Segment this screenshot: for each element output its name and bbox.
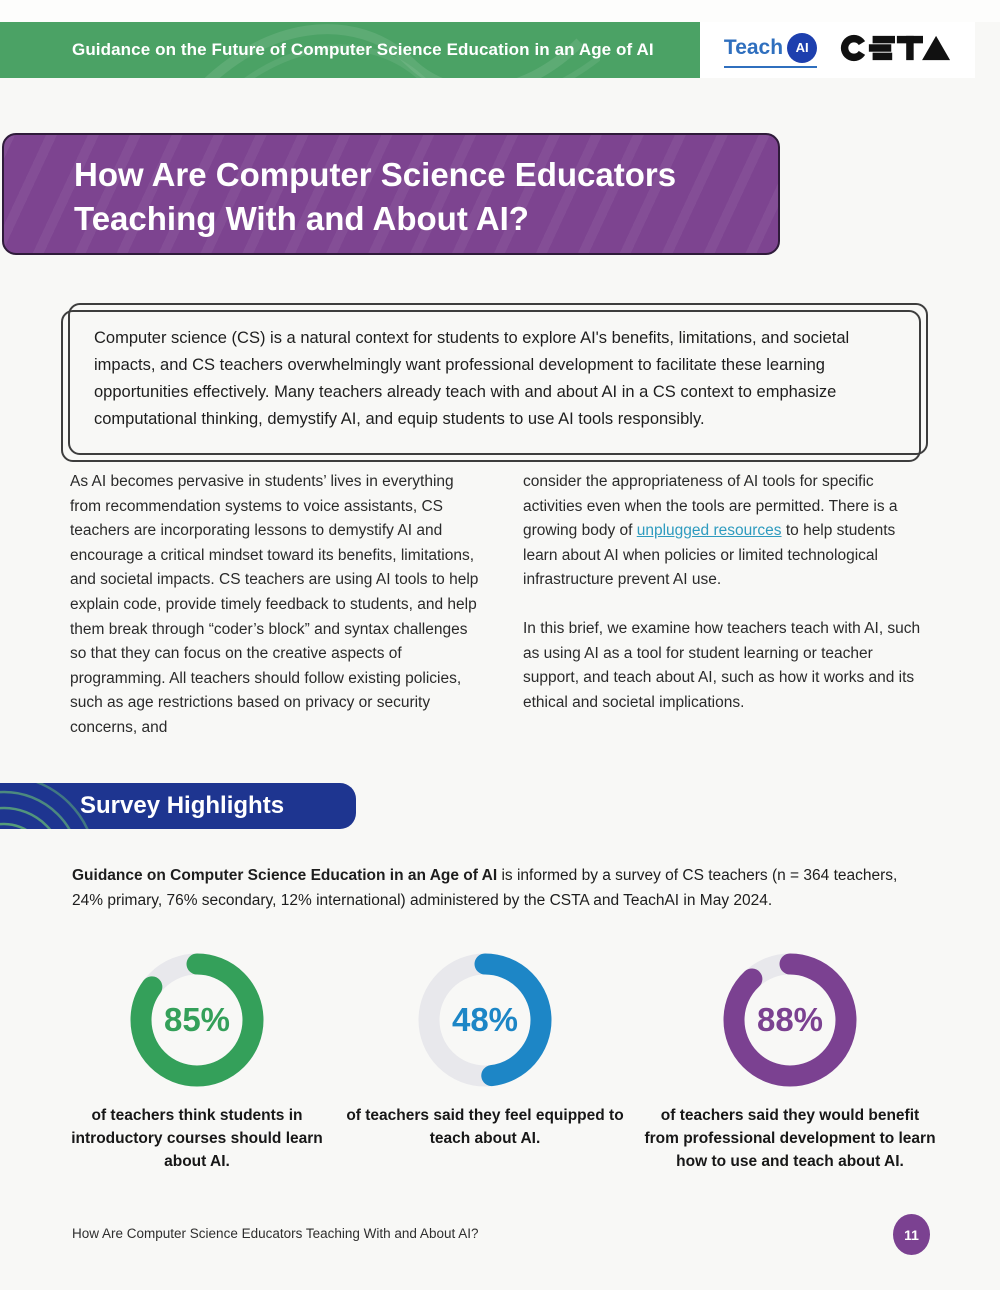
page-number-badge: 11 (893, 1214, 930, 1255)
donut-caption: of teachers said they would benefit from professional development to learn how to use and teach about AI. (644, 1107, 936, 1170)
donut-figure-feel-equipped (345, 950, 625, 1150)
survey-intro-bold: Guidance on Computer Science Education in an Age of AI (72, 867, 498, 884)
body-column-left (70, 470, 482, 741)
teachai-wordmark: Teach (723, 35, 784, 59)
donut-value-label: 48% (451, 1001, 519, 1038)
teachai-ai-badge-icon: AI (787, 33, 817, 63)
survey-highlights-banner (0, 783, 356, 829)
donut-caption: of teachers said they feel equipped to teach about AI. (346, 1107, 624, 1147)
summary-text: Computer science (CS) is a natural context for students to explore AI's benefits, limitations, and societal impacts, and CS teachers overwhelmingly want professional development to facilitate these learning opportunities effectively. Many teachers already teach with and about AI in a CS context to emphasize computational thinking, demystify AI, and equip students to use AI tools responsibly. (94, 329, 850, 428)
teachai-logo (724, 33, 817, 68)
top-margin (0, 0, 1000, 22)
body-column-right (523, 470, 933, 715)
survey-intro (72, 863, 932, 913)
donut-figure-professional-development (644, 950, 936, 1173)
body-paragraph: In this brief, we examine how teachers teach with AI, such as using AI as a tool for student learning or teacher support, and teach about AI, such as how it works and its ethical and societal implications. (523, 619, 921, 711)
donut-caption: of teachers think students in introductory courses should learn about AI. (71, 1107, 323, 1170)
survey-intro-rest: is informed by a survey of CS teachers (n = 364 teachers, 24% primary, 76% secondary, 12% international) administered by the CSTA and TeachAI in May 2024. (72, 867, 898, 909)
page-title: How Are Computer Science Educators Teaching With and About AI? (74, 156, 677, 237)
donut-value-label: 85% (163, 1001, 231, 1038)
summary-callout-box (68, 303, 928, 455)
body-paragraph (523, 470, 933, 593)
footer-running-title: How Are Computer Science Educators Teaching With and About AI? (72, 1226, 479, 1241)
logo-panel (700, 22, 975, 78)
donut-figure-students-learn (57, 950, 337, 1173)
document-title: Guidance on the Future of Computer Science Education in an Age of AI (72, 40, 654, 59)
body-paragraph: As AI becomes pervasive in students’ lives in everything from recommendation systems to voice assistants, CS teachers are incorporating lessons to demystify AI and encourage a critical mindset toward its benefits, limitations, and societal impacts. CS teachers are using AI tools to help explain code, provide timely feedback to students, and help them break through “coder’s block” and syntax challenges so that they can focus on the creative aspects of programming. All teachers should follow existing policies, such as age restrictions based on privacy or security concerns, and (70, 473, 479, 736)
donut-value-label: 88% (756, 1001, 824, 1038)
survey-highlights-heading: Survey Highlights (80, 792, 285, 819)
header-band (0, 22, 700, 78)
unplugged-resources-link[interactable]: unplugged resources (636, 522, 782, 540)
paragraph-text: consider the appropriateness of AI tools for specific activities even when the tools are permitted. There is a growing body of (523, 473, 898, 540)
section-title-block (2, 133, 780, 255)
paragraph-text: to help students learn about AI when policies or limited technological infrastructure prevent AI use. (523, 522, 896, 589)
csta-logo (839, 32, 951, 69)
